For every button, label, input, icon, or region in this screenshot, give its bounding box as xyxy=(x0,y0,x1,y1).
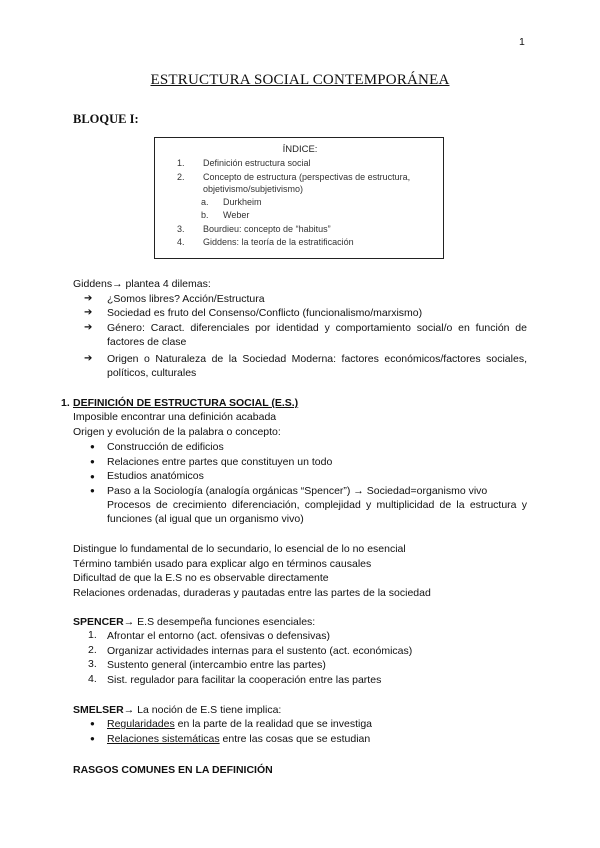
paragraph-line: Distingue lo fundamental de lo secundario, lo esencial de lo no esencial xyxy=(73,543,406,555)
rasgos-heading: RASGOS COMUNES EN LA DEFINICIÓN xyxy=(73,764,273,776)
underlined-term: Relaciones sistemáticas xyxy=(107,733,220,745)
index-item-number: b. xyxy=(201,210,209,220)
list-item: ¿Somos libres? Acción/Estructura xyxy=(107,293,265,305)
section-number: 1. xyxy=(61,397,70,409)
document-title: ESTRUCTURA SOCIAL CONTEMPORÁNEA xyxy=(150,72,450,88)
list-item: Construcción de edificios xyxy=(107,441,224,453)
spencer-text: → E.S desempeña funciones esenciales: xyxy=(123,616,316,628)
index-item-number: 1. xyxy=(177,158,185,168)
list-item: Paso a la Sociología (analogía orgánicas “Spencer”) → Sociedad=organismo vivo xyxy=(107,485,488,497)
arrow-bullet-icon: ➔ xyxy=(84,353,93,364)
list-item: Sustento general (intercambio entre las partes) xyxy=(107,659,326,671)
bloque-heading: BLOQUE I: xyxy=(73,112,139,126)
smelser-name: SMELSER xyxy=(73,704,124,716)
index-item-text: Bourdieu: concepto de “habitus” xyxy=(203,224,331,234)
list-number: 1. xyxy=(88,629,97,641)
paragraph-line: Dificultad de que la E.S no es observable directamente xyxy=(73,572,329,584)
smelser-text: → La noción de E.S tiene implica: xyxy=(123,704,282,716)
index-item-text: Definición estructura social xyxy=(203,158,311,168)
list-item-continuation: Procesos de crecimiento diferenciación, complejidad y multiplicidad de la estructura y funciones (al igual que un organismo vivo) xyxy=(107,499,527,525)
list-item: Relaciones entre partes que constituyen un todo xyxy=(107,456,333,468)
index-title: ÍNDICE: xyxy=(282,144,318,155)
underlined-term: Regularidades xyxy=(107,718,175,730)
list-number: 3. xyxy=(88,658,97,670)
index-item-text: Concepto de estructura (perspectivas de estructura, xyxy=(203,172,411,182)
bullet-dot-icon: ● xyxy=(90,486,95,495)
page-number: 1 xyxy=(519,36,525,48)
list-item: Género: Caract. diferenciales por identidad y comportamiento social/o en función de factores de clase xyxy=(107,322,527,348)
index-item-number: 3. xyxy=(177,224,185,234)
paragraph-line: Término también usado para explicar algo en términos causales xyxy=(73,558,372,570)
list-item xyxy=(107,717,372,731)
list-item-text: en la parte de la realidad que se investiga xyxy=(174,718,373,730)
section-text: Imposible encontrar una definición acabada xyxy=(73,411,277,423)
bullet-dot-icon: ● xyxy=(90,457,95,466)
paragraph-line: Relaciones ordenadas, duraderas y pautadas entre las partes de la sociedad xyxy=(73,587,431,599)
spencer-intro xyxy=(73,615,315,629)
bullet-dot-icon: ● xyxy=(90,719,95,728)
index-item-number: a. xyxy=(201,197,209,207)
bullet-dot-icon: ● xyxy=(90,472,95,481)
bullet-dot-icon: ● xyxy=(90,734,95,743)
arrow-bullet-icon: ➔ xyxy=(84,322,93,333)
list-item-text: entre las cosas que se estudian xyxy=(219,733,371,745)
index-item-text: Durkheim xyxy=(223,197,262,207)
index-item-number: 2. xyxy=(177,172,185,182)
list-item: Origen o Naturaleza de la Sociedad Moderna: factores económicos/factores sociales, políticos, culturales xyxy=(107,353,527,379)
index-item-text: objetivismo/subjetivismo) xyxy=(203,184,304,194)
index-item-number: 4. xyxy=(177,237,185,247)
list-item: Afrontar el entorno (act. ofensivas o defensivas) xyxy=(107,630,330,642)
giddens-intro: Giddens→ plantea 4 dilemas: xyxy=(73,278,211,290)
bullet-dot-icon: ● xyxy=(90,442,95,451)
list-item xyxy=(107,732,370,746)
list-number: 2. xyxy=(88,644,97,656)
section-heading: DEFINICIÓN DE ESTRUCTURA SOCIAL (E.S.) xyxy=(73,397,299,409)
spencer-name: SPENCER xyxy=(73,616,124,628)
section-text: Origen y evolución de la palabra o concepto: xyxy=(73,426,281,438)
index-item-text: Weber xyxy=(223,210,250,220)
index-box xyxy=(154,137,444,259)
arrow-bullet-icon: ➔ xyxy=(84,307,93,318)
arrow-bullet-icon: ➔ xyxy=(84,293,93,304)
smelser-intro xyxy=(73,703,281,717)
index-item-text: Giddens: la teoría de la estratificación xyxy=(203,237,354,247)
list-item: Estudios anatómicos xyxy=(107,470,204,482)
list-item: Sociedad es fruto del Consenso/Conflicto (funcionalismo/marxismo) xyxy=(107,307,423,319)
list-item: Organizar actividades internas para el sustento (act. económicas) xyxy=(107,645,413,657)
list-number: 4. xyxy=(88,673,97,685)
list-item: Sist. regulador para facilitar la cooperación entre las partes xyxy=(107,674,382,686)
